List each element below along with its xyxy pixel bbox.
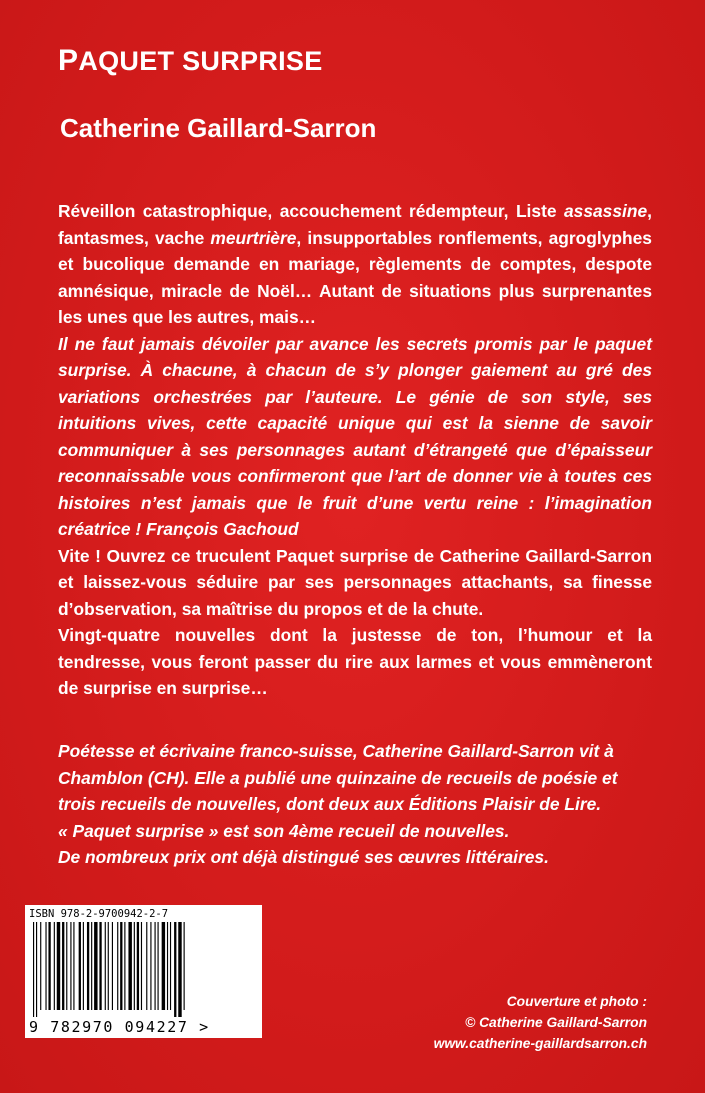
blurb-paragraph-1 [58,198,652,331]
website-url: www.catherine-gaillardsarron.ch [433,1036,647,1051]
blurb-text: , insupportables ronflements, agroglyphes et bucolique demande en mariage, règlements de comptes, despote amnésique, miracle de Noël… Autant de situations plus surprenantes les unes que les autres, mais… [58,227,652,327]
isbn-label: ISBN 978-2-9700942-2-7 [29,908,169,920]
barcode-digits: 9 782970 094227 > [29,1018,210,1036]
book-title [58,44,323,78]
credits-line: Couverture et photo : [506,994,647,1009]
barcode-bar [174,922,176,1017]
blurb [58,198,652,702]
barcode-bar [36,922,37,1017]
bio-line: Chamblon (CH). Elle a publié une quinzaine de recueils de poésie et [58,767,618,788]
barcode-bar [117,922,118,1010]
barcode-bar [134,922,135,1010]
barcode-bar [120,922,122,1010]
photo-credits [327,991,647,1054]
title-initial: P [58,44,79,77]
blurb-quote: Il ne faut jamais dévoiler par avance les secrets promis par le paquet surprise. À chacune, à chacun de s’y plonger gaiement au gré des variations orchestrées par l’auteure. Le génie de son style, ses intuitions vives, cette capacité unique qui est la sienne de savoir communiquer à ses personnages autant d’étrangeté que d’épaisseur reconnaissable vous confirmeront que l’art de donner vie à toutes ces histoires n’est jamais que le fruit d’une vertu reine : l’imagination créatrice ! François Gachoud [58,333,652,539]
blurb-paragraph-3: Vite ! Ouvrez ce truculent Paquet surprise de Catherine Gaillard-Sarron et laissez-vous séduire par ses personnages attachants, sa finesse d’observation, sa maîtrise du propos et de la chute. [58,545,652,619]
barcode-bar [94,922,97,1010]
bio-line: « Paquet surprise » est son 4ème recueil de nouvelles. [58,820,510,841]
barcode-bar [162,922,165,1010]
barcode-bar [146,922,147,1010]
barcode-bar [33,922,34,1017]
barcode-bar [170,922,171,1010]
barcode-bar [141,922,142,1010]
barcode-bar [83,922,84,1010]
barcode-bar [158,922,159,1010]
blurb-text: Réveillon catastrophique, accouchement rédempteur, Liste [58,201,564,221]
barcode-bar [54,922,55,1010]
barcode-bar [87,922,89,1010]
author-bio [58,738,658,871]
barcode-bars [31,922,256,1017]
barcode-bar [57,922,60,1010]
blurb-text: , fantasmes, vache [58,201,652,248]
barcode [25,905,262,1038]
barcode-bar [124,922,125,1010]
barcode-bar [73,922,74,1010]
barcode-bar [178,922,181,1017]
barcode-bar [45,922,46,1010]
barcode-bar [184,922,185,1010]
barcode-bar [137,922,139,1010]
blurb-paragraph-4: Vingt-quatre nouvelles dont la justesse de ton, l’humour et la tendresse, vous feront passer du rire aux larmes et vous emmèneront de surprise en surprise… [58,625,652,698]
bio-line: trois recueils de nouvelles, dont deux aux Éditions Plaisir de Lire. [58,794,602,814]
barcode-bar [66,922,67,1010]
barcode-bar [167,922,168,1010]
barcode-bar [91,922,92,1010]
barcode-bar [105,922,106,1010]
barcode-bar [108,922,109,1010]
author-name: Catherine Gaillard-Sarron [60,113,377,143]
barcode-bar [99,922,101,1010]
barcode-bar [62,922,64,1010]
barcode-bar [79,922,81,1010]
barcode-bar [150,922,151,1010]
blurb-italic: meurtrière [210,227,297,248]
barcode-bar [128,922,131,1010]
barcode-bar [155,922,156,1010]
barcode-bar [70,922,71,1010]
barcode-bar [112,922,113,1010]
barcode-bar [48,922,50,1010]
credits-line: © Catherine Gaillard-Sarron [465,1015,647,1030]
bio-line: Poétesse et écrivaine franco-suisse, Catherine Gaillard-Sarron vit à [58,741,614,761]
barcode-bar [40,922,41,1010]
blurb-italic: assassine [563,201,648,221]
title-rest: AQUET SURPRISE [78,46,323,76]
bio-line: De nombreux prix ont déjà distingué ses œuvres littéraires. [58,847,549,867]
